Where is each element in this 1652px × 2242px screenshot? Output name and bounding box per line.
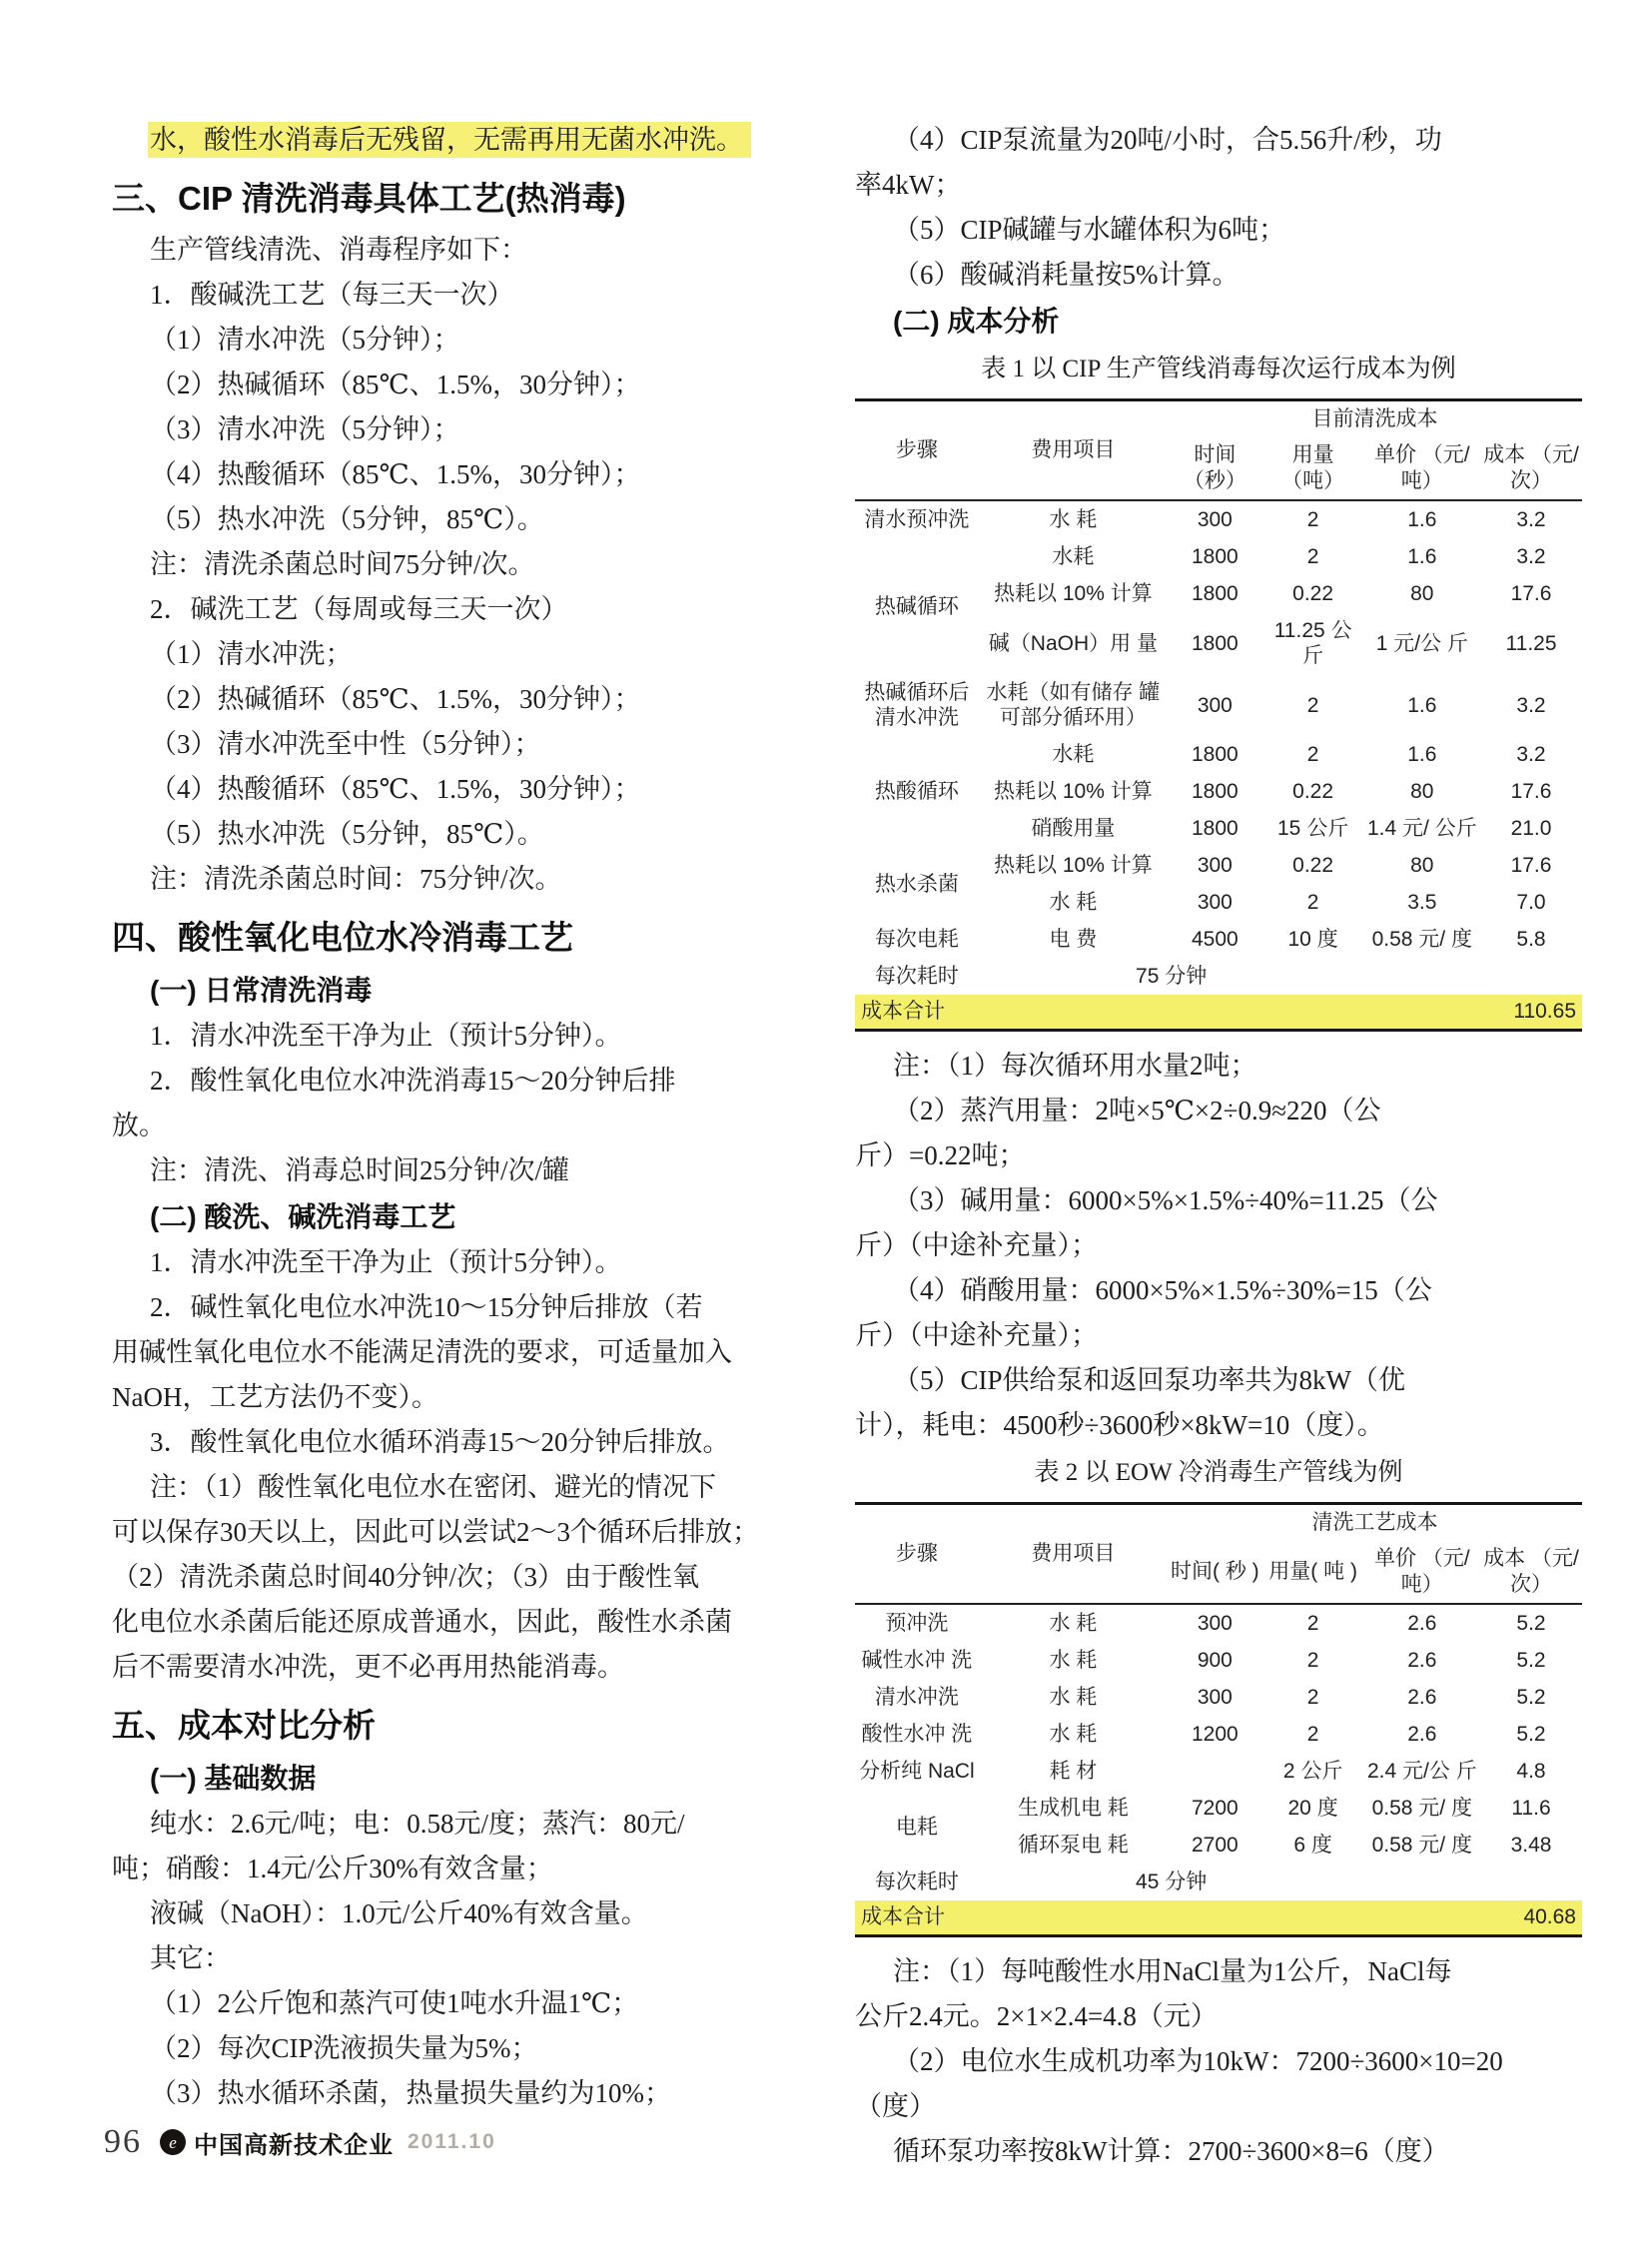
- time-cell: 4500: [1191, 928, 1239, 951]
- price-cell: 1 元/公 斤: [1375, 631, 1468, 655]
- cost-cell: 3.48: [1510, 1834, 1552, 1857]
- text-line: 1．清水冲洗至干净为止（预计5分钟）。: [150, 1021, 622, 1051]
- step-cell: 清水预冲洗: [864, 508, 970, 531]
- time-cell: 7200: [1191, 1797, 1239, 1820]
- qty-cell: 20 度: [1287, 1797, 1338, 1820]
- total-label-cell: 成本合计: [855, 1900, 1480, 1936]
- qty-cell: 10 度: [1287, 928, 1338, 951]
- qty-cell: 0.22: [1292, 854, 1334, 877]
- price-cell: 80: [1410, 854, 1434, 877]
- table-row: [855, 1642, 1582, 1679]
- step-cell: 每次耗时: [874, 1870, 959, 1893]
- item-cell: 生成机电 耗: [1017, 1797, 1129, 1820]
- time-cell: 1800: [1191, 582, 1239, 605]
- text-line: 率4kW；: [855, 170, 962, 200]
- item-cell: 碱（NaOH）用 量: [988, 631, 1158, 655]
- col-header: 时间( 秒 ): [1168, 1541, 1262, 1604]
- time-cell: 2700: [1191, 1834, 1239, 1857]
- time-cell: 300: [1197, 854, 1233, 877]
- text-line: 纯水：2.6元/吨；电：0.58元/度；蒸汽：80元/: [150, 1809, 685, 1839]
- table-row: [855, 500, 1582, 538]
- text-line: （2）清洗杀菌总时间40分钟/次；（3）由于酸性氧: [112, 1562, 700, 1592]
- cost-cell: 5.2: [1516, 1612, 1546, 1635]
- cost-cell: 7.0: [1516, 891, 1546, 914]
- text-line: 1．清水冲洗至干净为止（预计5分钟）。: [150, 1247, 622, 1277]
- price-cell: 0.58 元/ 度: [1371, 928, 1472, 951]
- cost-cell: 5.2: [1516, 1686, 1546, 1709]
- item-cell: 水 耗: [1049, 1612, 1098, 1635]
- empty-cell: [1364, 1864, 1480, 1900]
- table-row: [855, 1864, 1582, 1900]
- section-heading: 五、成本对比分析: [112, 1707, 376, 1744]
- total-value-cell: 110.65: [1480, 995, 1582, 1031]
- text-line: （1）清水冲洗；: [150, 639, 353, 669]
- item-cell: 循环泵电 耗: [1017, 1834, 1129, 1857]
- table-row: [855, 538, 1582, 575]
- price-cell: 2.6: [1407, 1723, 1437, 1746]
- left-text-column: [112, 118, 801, 2116]
- text-line: （2）每次CIP洗液损失量为5%；: [150, 2033, 538, 2063]
- item-cell: 电 费: [1049, 928, 1098, 951]
- text-line: （1）清水冲洗（5分钟）；: [150, 325, 460, 355]
- col-header-step: 步骤: [855, 400, 979, 501]
- text-line: 注：清洗、消毒总时间25分钟/次/罐: [150, 1155, 570, 1185]
- section-heading: 四、酸性氧化电位水冷消毒工艺: [112, 919, 573, 956]
- qty-cell: 2: [1306, 508, 1319, 531]
- journal-name: 中国高新技术企业: [194, 2131, 394, 2159]
- item-cell: 水 耗: [1049, 1686, 1098, 1709]
- page-number: 96: [104, 2123, 142, 2160]
- eow-cold-disinfection-cost-table: [855, 1502, 1582, 1937]
- text-line: 循环泵功率按8kW计算：2700÷3600×8=6（度）: [893, 2136, 1449, 2166]
- text-line: 注：清洗杀菌总时间75分钟/次。: [150, 549, 535, 579]
- step-cell: 热酸循环: [874, 780, 959, 803]
- total-label-cell: 成本合计: [855, 995, 1480, 1031]
- step-cell: 清水冲洗: [874, 1686, 959, 1709]
- cost-cell: 17.6: [1510, 582, 1552, 605]
- text-line: （2）蒸汽用量：2吨×5℃×2÷0.9≈220（公: [893, 1096, 1381, 1125]
- time-cell: 1800: [1191, 631, 1239, 655]
- text-line: （6）酸碱消耗量按5%计算。: [893, 260, 1239, 290]
- item-cell: 水耗: [1052, 545, 1095, 568]
- text-line: 注：（1）酸性氧化电位水在密闭、避光的情况下: [150, 1472, 716, 1502]
- table-row: [855, 1716, 1582, 1753]
- item-cell: 水 耗: [1049, 1649, 1098, 1672]
- text-line: 其它：: [150, 1943, 231, 1973]
- cost-cell: 3.2: [1516, 693, 1546, 717]
- price-cell: 0.58 元/ 度: [1371, 1797, 1472, 1820]
- col-header: 单价 （元/吨）: [1364, 1541, 1480, 1604]
- table-row: [855, 921, 1582, 958]
- cost-cell: 17.6: [1510, 854, 1552, 877]
- text-line: （2）热碱循环（85℃、1.5%，30分钟）；: [150, 370, 641, 399]
- step-cell: 热碱循环: [874, 594, 959, 618]
- issue-date: 2011.10: [408, 2130, 496, 2153]
- item-cell: 硝酸用量: [1031, 817, 1116, 840]
- journal-logo-glyph: e: [169, 2132, 177, 2152]
- cost-cell: 17.6: [1510, 780, 1552, 803]
- price-cell: 1.4 元/ 公斤: [1366, 817, 1477, 840]
- qty-cell: 2: [1306, 693, 1319, 717]
- table-row: [855, 1604, 1582, 1642]
- empty-cell: [1364, 958, 1480, 995]
- time-cell: 1800: [1191, 817, 1239, 840]
- cost-cell: 4.8: [1516, 1760, 1546, 1783]
- time-cell: 1200: [1191, 1723, 1239, 1746]
- time-cell: 1800: [1191, 743, 1239, 766]
- qty-cell: 2: [1306, 1612, 1319, 1635]
- step-cell: 酸性水冲 洗: [861, 1723, 973, 1746]
- col-header-step: 步骤: [855, 1504, 979, 1605]
- item-cell: 水耗: [1052, 743, 1095, 766]
- col-header-group: 清洗工艺成本: [1311, 1511, 1438, 1534]
- text-line: 注：清洗杀菌总时间：75分钟/次。: [150, 864, 562, 894]
- qty-cell: 0.22: [1292, 780, 1334, 803]
- item-cell: 热耗以 10% 计算: [994, 854, 1153, 877]
- price-cell: 80: [1410, 582, 1434, 605]
- step-cell: 分析纯 NaCl: [859, 1760, 975, 1783]
- text-line: 可以保存30天以上，因此可以尝试2～3个循环后排放；: [112, 1517, 759, 1547]
- cost-cell: 11.6: [1511, 1797, 1551, 1820]
- table-total-row: [855, 995, 1582, 1031]
- step-cell: 预冲洗: [885, 1612, 949, 1635]
- col-header-item: 费用项目: [979, 1504, 1168, 1605]
- text-line: 用碱性氧化电位水不能满足清洗的要求，可适量加入: [112, 1337, 732, 1367]
- text-line: （5）热水冲洗（5分钟，85℃）。: [150, 819, 544, 849]
- time-cell: 300: [1197, 693, 1233, 717]
- right-text-column: [855, 118, 1582, 2174]
- table-row: [855, 674, 1582, 736]
- empty-cell: [1480, 1864, 1582, 1900]
- text-line: （1）2公斤饱和蒸汽可使1吨水升温1℃；: [150, 1988, 639, 2018]
- price-cell: 2.6: [1407, 1612, 1437, 1635]
- cost-cell: 3.2: [1516, 508, 1546, 531]
- time-cell: 300: [1197, 508, 1233, 531]
- price-cell: 1.6: [1407, 508, 1437, 531]
- time-total-cell: 75 分钟: [1136, 965, 1208, 988]
- highlight-span: 水，酸性水消毒后无残留，无需再用无菌水冲洗。: [148, 122, 751, 158]
- text-line: （5）CIP供给泵和返回泵功率共为8kW（优: [893, 1365, 1405, 1395]
- price-cell: 1.6: [1407, 693, 1437, 717]
- price-cell: 80: [1410, 780, 1434, 803]
- cost-cell: 3.2: [1516, 743, 1546, 766]
- col-header-item: 费用项目: [979, 400, 1168, 501]
- sub-heading: (一) 基础数据: [150, 1763, 317, 1794]
- time-cell: 300: [1197, 891, 1233, 914]
- table-caption: 表 2 以 EOW 冷消毒生产管线为例: [1034, 1459, 1403, 1486]
- sub-heading: (二) 酸洗、碱洗消毒工艺: [150, 1201, 456, 1232]
- text-line: 注：（1）每次循环用水量2吨；: [893, 1051, 1257, 1081]
- table-caption: 表 1 以 CIP 生产管线消毒每次运行成本为例: [981, 356, 1456, 382]
- page-footer: [104, 2123, 496, 2161]
- qty-cell: 15 公斤: [1277, 817, 1349, 840]
- table-row: [855, 847, 1582, 884]
- total-value-cell: 40.68: [1480, 1900, 1582, 1936]
- text-line: 公斤2.4元。2×1×2.4=4.8（元）: [855, 2001, 1218, 2031]
- qty-cell: 11.25 公斤: [1273, 619, 1352, 667]
- text-line: 斤）（中途补充量）；: [855, 1320, 1098, 1350]
- cost-cell: 5.2: [1516, 1649, 1546, 1672]
- cost-cell: 5.8: [1516, 928, 1546, 951]
- qty-cell: 6 度: [1293, 1834, 1332, 1857]
- text-line: （5）CIP碱罐与水罐体积为6吨；: [893, 215, 1286, 245]
- text-line: 2．碱性氧化电位水冲洗10～15分钟后排放（若: [150, 1292, 703, 1322]
- price-cell: 0.58 元/ 度: [1371, 1834, 1472, 1857]
- step-cell: 热碱循环后 清水冲洗: [864, 681, 970, 729]
- table-total-row: [855, 1900, 1582, 1936]
- col-header: 时间 （秒）: [1168, 437, 1262, 500]
- time-cell: 900: [1197, 1649, 1233, 1672]
- text-line: （4）热酸循环（85℃、1.5%，30分钟）；: [150, 459, 641, 489]
- text-line: （5）热水冲洗（5分钟，85℃）。: [150, 504, 544, 534]
- text-line: 放。: [112, 1111, 166, 1140]
- table-row: [855, 958, 1582, 995]
- empty-cell: [1480, 958, 1582, 995]
- text-line: （3）热水循环杀菌，热量损失量约为10%；: [150, 2078, 671, 2108]
- qty-cell: 0.22: [1292, 582, 1334, 605]
- qty-cell: 2 公斤: [1282, 1760, 1343, 1783]
- item-cell: 耗 材: [1049, 1760, 1098, 1783]
- col-header-group: 目前清洗成本: [1311, 407, 1438, 430]
- step-cell: 电耗: [895, 1815, 938, 1839]
- price-cell: 3.5: [1407, 891, 1437, 914]
- text-line: 3．酸性氧化电位水循环消毒15～20分钟后排放。: [150, 1427, 730, 1457]
- highlighted-text: [112, 118, 801, 163]
- text-line: 吨；硝酸：1.4元/公斤30%有效含量；: [112, 1854, 553, 1883]
- col-header: 成本 （元/ 次）: [1480, 437, 1582, 500]
- step-cell: 每次电耗: [874, 928, 959, 951]
- col-header: 用量( 吨 ): [1262, 1541, 1364, 1604]
- text-line: （3）碱用量：6000×5%×1.5%÷40%=11.25（公: [893, 1185, 1438, 1215]
- qty-cell: 2: [1306, 1649, 1319, 1672]
- text-line: 生产管线清洗、消毒程序如下：: [150, 235, 527, 265]
- cost-cell: 21.0: [1510, 817, 1552, 840]
- item-cell: 水 耗: [1049, 508, 1098, 531]
- table-row: [855, 1753, 1582, 1790]
- cost-cell: 11.25: [1505, 631, 1557, 655]
- time-cell: [1168, 1753, 1262, 1790]
- text-line: 2．酸性氧化电位水冲洗消毒15～20分钟后排: [150, 1066, 676, 1096]
- item-cell: 水 耗: [1049, 891, 1098, 914]
- step-cell: 碱性水冲 洗: [861, 1649, 973, 1672]
- sub-heading: (二) 成本分析: [893, 306, 1060, 337]
- text-line: 2．碱洗工艺（每周或每三天一次）: [150, 594, 568, 624]
- text-line: 斤）=0.22吨；: [855, 1140, 1026, 1170]
- qty-cell: 2: [1306, 1686, 1319, 1709]
- table-row: [855, 1679, 1582, 1716]
- price-cell: 2.6: [1407, 1686, 1437, 1709]
- col-header: 用量 （吨）: [1262, 437, 1364, 500]
- journal-logo-icon: [160, 2129, 186, 2155]
- table-row: [855, 1790, 1582, 1827]
- table-row: [855, 736, 1582, 773]
- price-cell: 2.6: [1407, 1649, 1437, 1672]
- item-cell: 热耗以 10% 计算: [994, 582, 1153, 605]
- cost-cell: 5.2: [1516, 1723, 1546, 1746]
- step-cell: 每次耗时: [874, 965, 959, 988]
- time-total-cell: 45 分钟: [1136, 1870, 1208, 1893]
- cip-hot-disinfection-cost-table: [855, 398, 1582, 1032]
- text-line: （4）热酸循环（85℃、1.5%，30分钟）；: [150, 774, 641, 804]
- sub-heading: (一) 日常清洗消毒: [150, 975, 373, 1006]
- time-cell: 300: [1197, 1686, 1233, 1709]
- text-line: 注：（1）每吨酸性水用NaCl量为1公斤，NaCl每: [893, 1956, 1452, 1986]
- text-line: （4）硝酸用量：6000×5%×1.5%÷30%=15（公: [893, 1275, 1432, 1305]
- text-line: 计），耗电：4500秒÷3600秒×8kW=10（度）。: [855, 1410, 1384, 1440]
- price-cell: 1.6: [1407, 743, 1437, 766]
- text-line: （2）热碱循环（85℃、1.5%，30分钟）；: [150, 684, 641, 714]
- price-cell: 2.4 元/公 斤: [1366, 1760, 1477, 1783]
- col-header: 成本 （元/次）: [1480, 1541, 1582, 1604]
- text-line: （2）电位水生成机功率为10kW：7200÷3600×10=20: [893, 2046, 1503, 2076]
- time-cell: 1800: [1191, 545, 1239, 568]
- text-line: 1．酸碱洗工艺（每三天一次）: [150, 280, 514, 310]
- price-cell: 1.6: [1407, 545, 1437, 568]
- text-line: 化电位水杀菌后能还原成普通水，因此，酸性水杀菌: [112, 1607, 732, 1637]
- time-cell: 300: [1197, 1612, 1233, 1635]
- item-cell: 热耗以 10% 计算: [994, 780, 1153, 803]
- qty-cell: 2: [1306, 1723, 1319, 1746]
- step-cell: 热水杀菌: [874, 872, 959, 896]
- text-line: 斤）（中途补充量）；: [855, 1230, 1098, 1260]
- cost-cell: 3.2: [1516, 545, 1546, 568]
- qty-cell: 2: [1306, 743, 1319, 766]
- time-cell: 1800: [1191, 780, 1239, 803]
- section-heading: 三、CIP 清洗消毒具体工艺(热消毒): [112, 180, 626, 217]
- text-line: （4）CIP泵流量为20吨/小时，合5.56升/秒，功: [893, 125, 1442, 155]
- text-line: （度）: [855, 2091, 936, 2121]
- text-line: 液碱（NaOH）：1.0元/公斤40%有效含量。: [150, 1898, 648, 1928]
- qty-cell: 2: [1306, 545, 1319, 568]
- text-line: 后不需要清水冲洗，更不必再用热能消毒。: [112, 1652, 624, 1682]
- text-line: （3）清水冲洗至中性（5分钟）；: [150, 729, 541, 759]
- item-cell: 水 耗: [1049, 1723, 1098, 1746]
- col-header: 单价 （元/吨）: [1364, 437, 1480, 500]
- text-line: NaOH，工艺方法仍不变）。: [112, 1382, 438, 1412]
- text-line: （3）清水冲洗（5分钟）；: [150, 414, 460, 444]
- qty-cell: 2: [1306, 891, 1319, 914]
- item-cell: 水耗（如有储存 罐可部分循环用）: [986, 681, 1161, 729]
